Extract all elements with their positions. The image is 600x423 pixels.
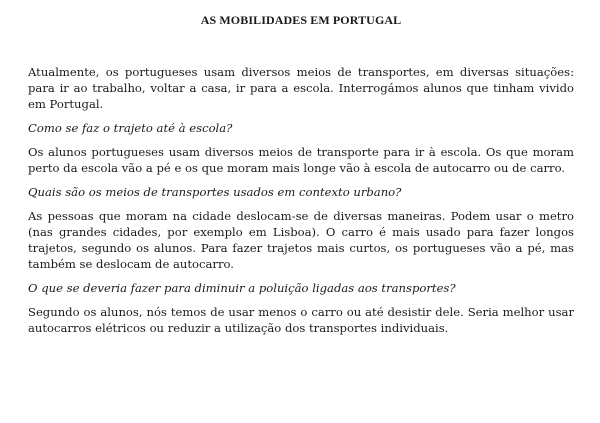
question-1: Como se faz o trajeto até à escola? <box>28 121 233 135</box>
document-page <box>28 0 574 336</box>
answer-3: Segundo os alunos, nós temos de usar menos o carro ou até desistir dele. Seria melhor usar autocarros elétricos ou reduzir a utilização dos transportes individuais. <box>28 305 574 335</box>
question-2: Quais são os meios de transportes usados em contexto urbano? <box>28 185 402 199</box>
answer-1: Os alunos portugueses usam diversos meios de transporte para ir à escola. Os que moram perto da escola vão a pé e os que moram mais longe vão à escola de autocarro ou de carro. <box>28 145 574 175</box>
intro-paragraph: Atualmente, os portugueses usam diversos meios de transportes, em diversas situações: para ir ao trabalho, voltar a casa, ir para a escola. Interrogámos alunos que tinham vivido em Portugal. <box>28 65 574 111</box>
question-3: O que se deveria fazer para diminuir a poluição ligadas aos transportes? <box>28 281 456 295</box>
answer-2: As pessoas que moram na cidade deslocam-se de diversas maneiras. Podem usar o metro (nas grandes cidades, por exemplo em Lisboa). O carro é mais usado para fazer longos trajetos, segundo os alunos. Para fazer trajetos mais curtos, os portugueses vão a pé, mas também se deslocam de autocarro. <box>28 209 574 271</box>
document-title: AS MOBILIDADES EM PORTUGAL <box>200 13 402 27</box>
